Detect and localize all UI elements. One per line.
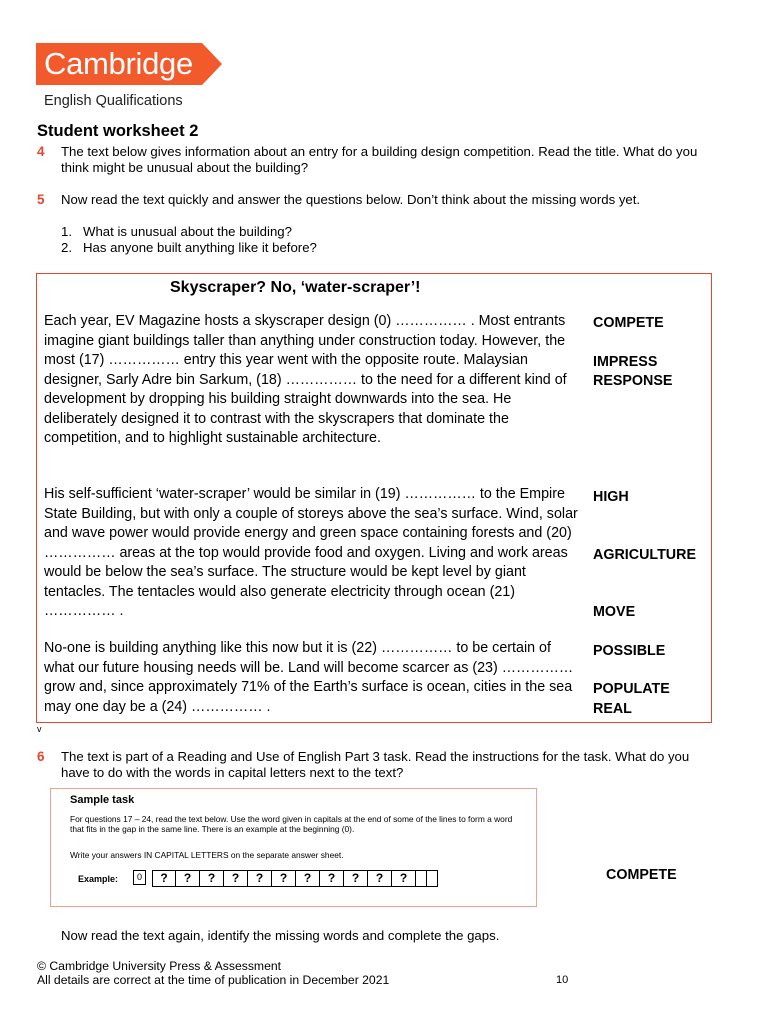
article-paragraph-1: Each year, EV Magazine hosts a skyscraper design (0) …………… . Most entrants imagine giant buildings taller than anything under construction today. However, the most (17) …………… entry this year went with the opposite route. Malaysian designer, Sarly Adre bin Sarkum, (18) …………… to the need for a different kind of development by dropping his building straight downwards into the sea. He deliberately designed it to contrast with the skyscrapers that dominate the competition, and to highlight sustainable architecture. bbox=[44, 313, 567, 446]
question-4-text: The text below gives information about an entry for a building design competition. Read the title. What do you think might be unusual about the building? bbox=[61, 144, 698, 175]
logo-subtitle: English Qualifications bbox=[44, 93, 183, 109]
answer-cell: ? bbox=[296, 870, 320, 887]
logo-brand-text: Cambridge bbox=[44, 46, 193, 81]
word-impress: IMPRESS bbox=[593, 354, 658, 370]
question-6-text: The text is part of a Reading and Use of English Part 3 task. Read the instructions for the task. What do you have to do with the words in capital letters next to the text? bbox=[61, 749, 690, 780]
question-5-list bbox=[61, 224, 317, 255]
list-item: 2. Has anyone built anything like it before? bbox=[61, 239, 317, 255]
article-paragraph-3: No-one is building anything like this now but it is (22) …………… to be certain of what our future housing needs will be. Land will become scarcer as (23) …………… grow and, since approximately 71% of the Earth’s surface is ocean, cities in the sea may one day be a (24) …………… . bbox=[44, 640, 574, 715]
page-number: 10 bbox=[556, 974, 569, 986]
article-paragraph-2: His self-sufficient ‘water-scraper’ would be similar in (19) …………… to the Empire State Building, but with only a couple of storeys above the sea’s surface. Wind, solar and wave power would provide energy and green space containing forests and (20) …………… areas at the top would provide food and oxygen. Living and work areas would be below the sea’s surface. The structure would be kept level by giant tentacles. The tentacles would also generate electricity through ocean (21) …………… . bbox=[44, 486, 578, 619]
question-4-number: 4 bbox=[37, 144, 45, 159]
answer-cell: ? bbox=[392, 870, 416, 887]
answer-cell: ? bbox=[248, 870, 272, 887]
v-mark: v bbox=[37, 724, 42, 734]
answer-cell-empty bbox=[427, 870, 438, 887]
word-real: REAL bbox=[593, 701, 632, 717]
word-high: HIGH bbox=[593, 489, 629, 505]
sample-task-title: Sample task bbox=[70, 794, 135, 806]
answer-cell: ? bbox=[272, 870, 296, 887]
answer-cell: ? bbox=[344, 870, 368, 887]
word-move: MOVE bbox=[593, 604, 636, 620]
question-5-text: Now read the text quickly and answer the questions below. Don’t think about the missing words yet. bbox=[61, 192, 641, 207]
word-compete: COMPETE bbox=[593, 315, 664, 331]
example-number-cell: 0 bbox=[133, 870, 146, 885]
word-agriculture: AGRICULTURE bbox=[593, 547, 696, 563]
answer-cell-empty bbox=[416, 870, 427, 887]
sample-task-instructions: For questions 17 – 24, read the text below. Use the word given in capitals at the end of some of the lines to form a word that fits in the gap in the same line. There is an example at the beginning (0). bbox=[70, 814, 513, 834]
question-6-number: 6 bbox=[37, 749, 45, 764]
example-label: Example: bbox=[78, 874, 119, 884]
article-title: Skyscraper? No, ‘water-scraper’! bbox=[170, 279, 421, 296]
answer-cell: ? bbox=[200, 870, 224, 887]
question-5-number: 5 bbox=[37, 192, 45, 207]
list-item: 1. What is unusual about the building? bbox=[61, 224, 292, 239]
answer-cell: ? bbox=[368, 870, 392, 887]
word-populate: POPULATE bbox=[593, 681, 670, 697]
worksheet-title: Student worksheet 2 bbox=[37, 122, 199, 140]
word-response: RESPONSE bbox=[593, 373, 673, 389]
answer-cell: ? bbox=[152, 870, 176, 887]
footer-details: All details are correct at the time of publication in December 2021 bbox=[37, 973, 390, 987]
answer-cell: ? bbox=[320, 870, 344, 887]
sample-side-word: COMPETE bbox=[606, 867, 677, 883]
sample-task-write-answers: Write your answers IN CAPITAL LETTERS on the separate answer sheet. bbox=[70, 850, 344, 860]
closing-instruction: Now read the text again, identify the missing words and complete the gaps. bbox=[61, 928, 500, 943]
answer-cell: ? bbox=[224, 870, 248, 887]
answer-cell: ? bbox=[176, 870, 200, 887]
answer-cells bbox=[152, 870, 438, 887]
footer bbox=[37, 959, 389, 987]
word-possible: POSSIBLE bbox=[593, 643, 666, 659]
footer-copyright: © Cambridge University Press & Assessment bbox=[37, 959, 282, 973]
